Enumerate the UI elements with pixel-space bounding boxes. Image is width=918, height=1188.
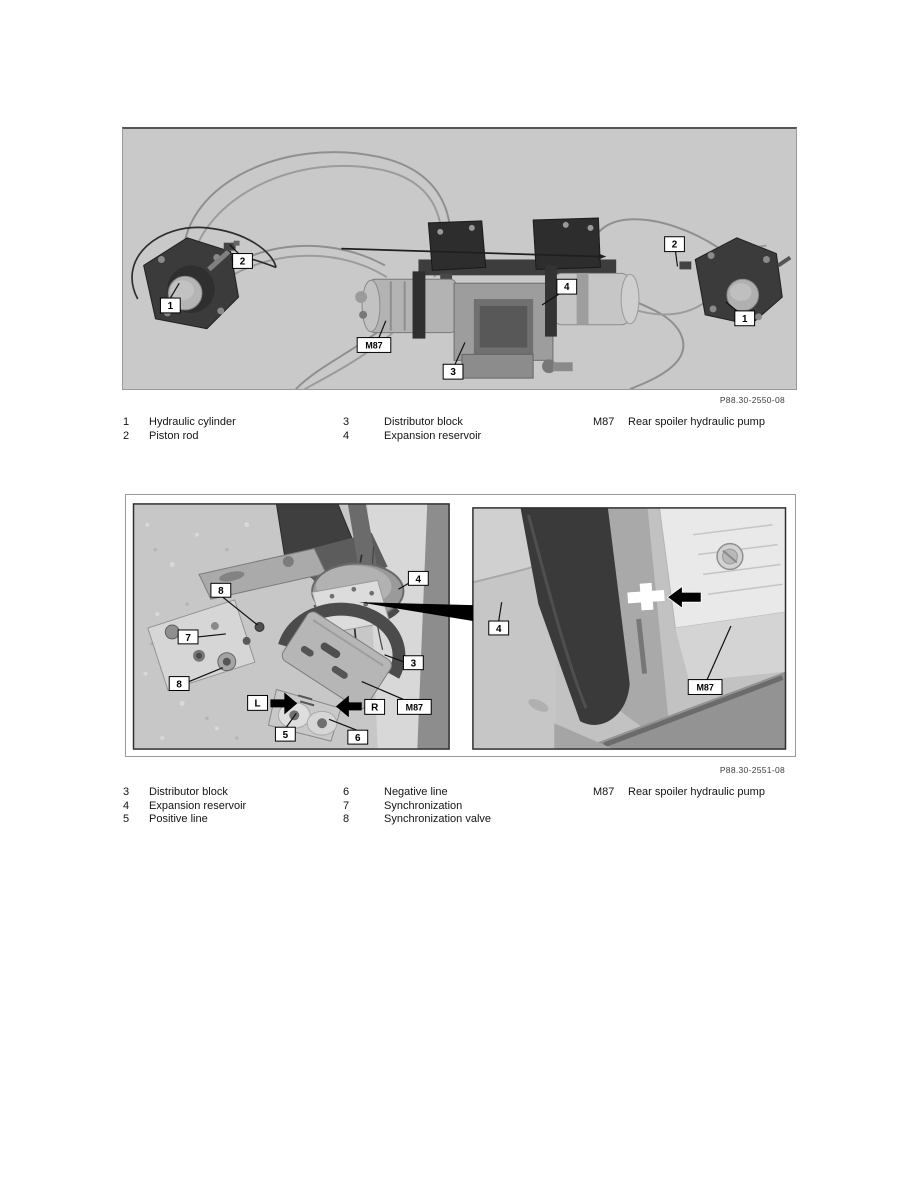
figure1-svg <box>123 129 796 389</box>
legend-key: 7 <box>343 799 350 812</box>
piston-rod-right <box>679 261 691 269</box>
figure2-caption: P88.30-2551-08 <box>719 765 785 775</box>
svg-text:3: 3 <box>410 658 417 670</box>
figure1-photo <box>122 127 797 390</box>
legend-label: Negative line <box>384 786 448 798</box>
figure2-photo <box>125 494 796 757</box>
legend-key: 8 <box>343 813 350 826</box>
svg-text:M87: M87 <box>365 340 383 351</box>
svg-text:M87: M87 <box>696 682 714 693</box>
svg-text:R: R <box>371 702 379 714</box>
legend-key: 3 <box>123 786 130 798</box>
legend-label: Rear spoiler hydraulic pump <box>628 786 765 798</box>
legend-item <box>343 416 481 430</box>
legend-item <box>343 813 491 827</box>
svg-text:6: 6 <box>355 733 361 745</box>
svg-text:7: 7 <box>185 632 191 644</box>
svg-text:8: 8 <box>218 586 224 598</box>
legend-key: 1 <box>123 416 130 428</box>
legend-label: Distributor block <box>149 786 228 798</box>
figure2-svg <box>126 495 795 756</box>
legend-column <box>593 416 765 430</box>
legend-key: 6 <box>343 786 350 798</box>
legend-key: 4 <box>343 429 350 442</box>
legend-item <box>343 786 491 800</box>
legend-key: 2 <box>123 429 130 442</box>
legend-label: Rear spoiler hydraulic pump <box>628 416 765 428</box>
svg-text:1: 1 <box>741 313 748 325</box>
legend-item <box>593 416 765 430</box>
legend-label: Synchronization <box>384 799 463 812</box>
svg-text:L: L <box>254 698 261 710</box>
svg-text:4: 4 <box>564 282 570 294</box>
svg-text:M87: M87 <box>405 702 424 713</box>
legend-key: 4 <box>123 799 130 812</box>
legend-column <box>123 416 236 443</box>
legend-item <box>593 786 765 800</box>
svg-text:1: 1 <box>167 300 174 312</box>
legend-column <box>123 786 246 827</box>
svg-text:2: 2 <box>671 239 678 251</box>
svg-text:3: 3 <box>450 367 456 379</box>
legend-item <box>123 786 246 800</box>
svg-text:2: 2 <box>239 256 246 268</box>
legend-label: Synchronization valve <box>384 813 492 826</box>
legend-label: Positive line <box>149 813 208 826</box>
sync-valve-bottom <box>243 637 251 645</box>
svg-text:4: 4 <box>415 574 422 586</box>
legend-key: 5 <box>123 813 130 826</box>
legend-label: Piston rod <box>149 429 199 442</box>
legend-column <box>343 416 481 443</box>
figure1-caption: P88.30-2550-08 <box>719 395 785 405</box>
legend-label: Expansion reservoir <box>149 799 247 812</box>
legend-label: Hydraulic cylinder <box>149 416 236 428</box>
legend-item <box>123 800 246 814</box>
svg-text:8: 8 <box>176 679 182 691</box>
pump-motor <box>369 279 456 332</box>
legend-key: M87 <box>593 416 615 428</box>
legend-item <box>343 430 481 444</box>
legend-item <box>123 813 246 827</box>
legend-label: Expansion reservoir <box>384 429 482 442</box>
legend-item <box>343 800 491 814</box>
legend-item <box>123 430 236 444</box>
legend-column <box>593 786 765 800</box>
legend-item <box>123 416 236 430</box>
svg-text:4: 4 <box>495 623 502 635</box>
legend-key: 3 <box>343 416 350 428</box>
svg-text:5: 5 <box>282 730 289 742</box>
figure2-right-panel <box>473 508 786 749</box>
legend-column <box>343 786 491 827</box>
legend-label: Distributor block <box>384 416 463 428</box>
legend-key: M87 <box>593 786 615 798</box>
